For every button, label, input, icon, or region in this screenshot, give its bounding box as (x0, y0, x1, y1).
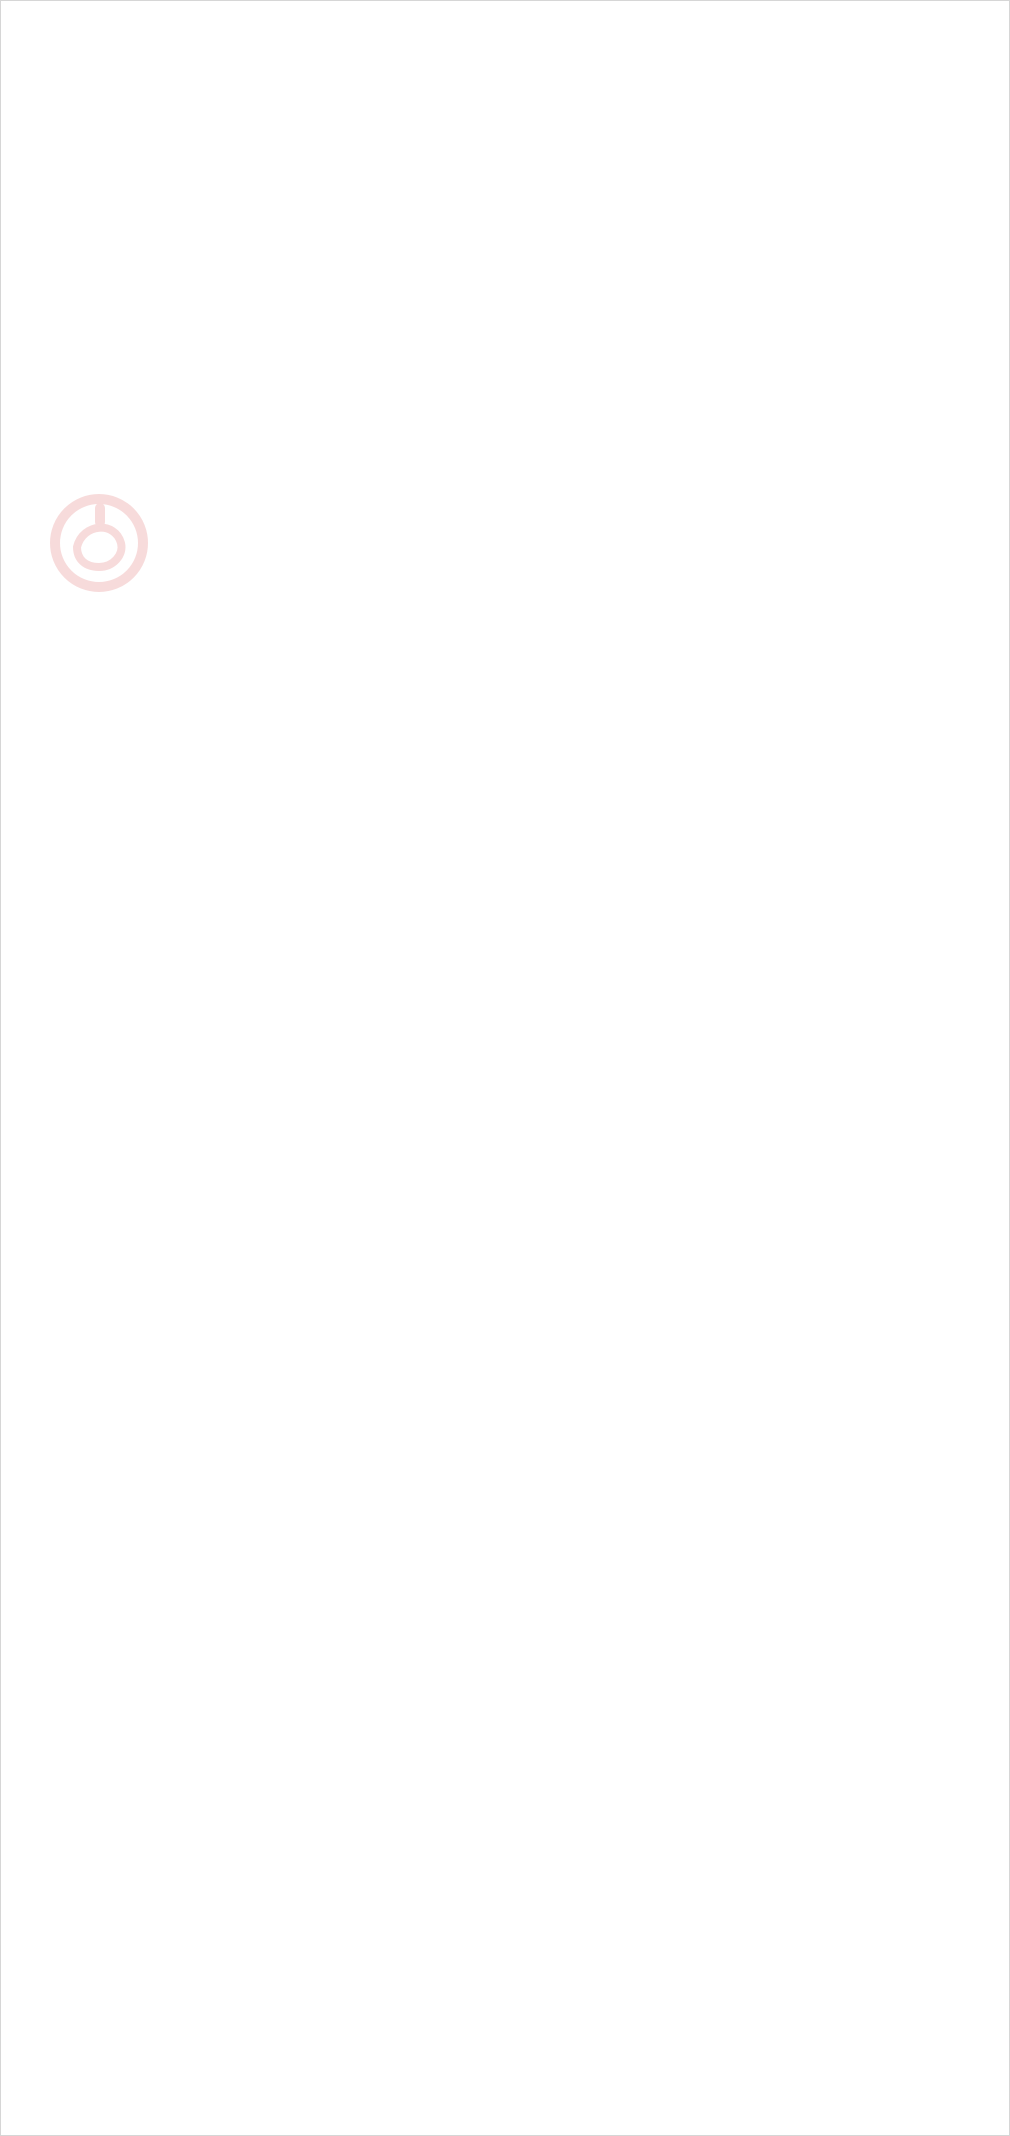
notice-header (23, 35, 991, 165)
notice-body (19, 269, 991, 295)
notice-subject (19, 182, 991, 210)
brand-watermark-icon (39, 483, 159, 603)
notice-title (19, 222, 991, 250)
